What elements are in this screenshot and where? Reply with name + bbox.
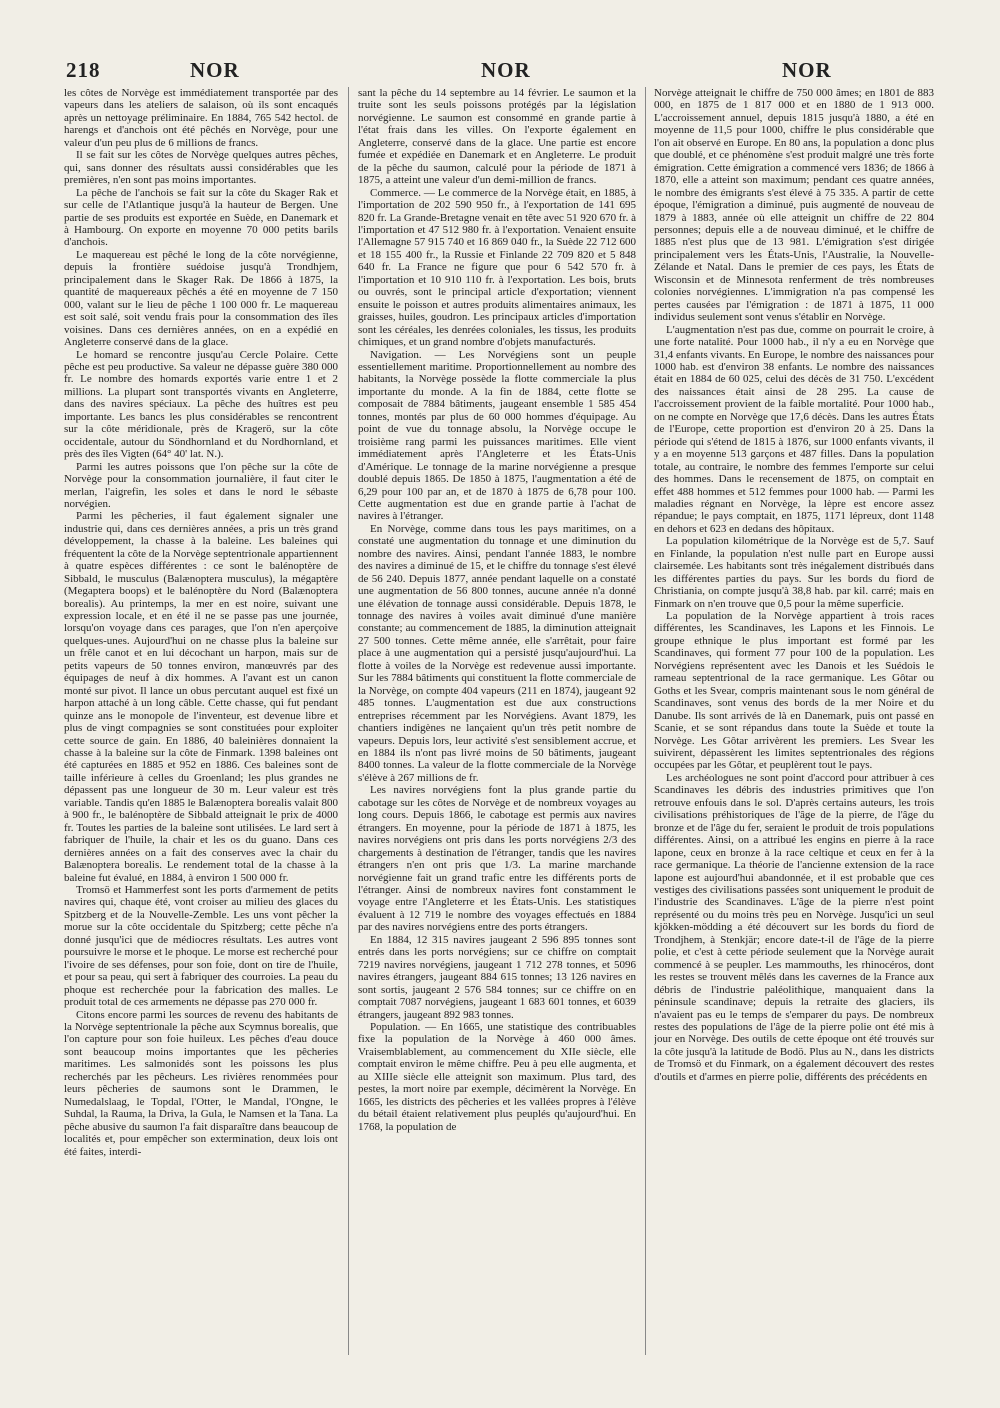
page-number: 218: [66, 58, 101, 82]
paragraph: La population de la Norvège appartient à trois races différentes, les Scandinaves, les Lapons et les Finnois. Le groupe ethnique le plus important est formé par les Scandinaves, qui forment 77 pour 100 de la population. Les Norvégiens représentent avec les Danois et les Suédois le rameau septentrional de la race germanique. Les Gôtar ou Goths et les Svear, compris maintenant sous le nom général de Scandinaves, sont venus des bords de la mer Noire et du Danube. Ils sont arrivés de là en Danemark, puis ont passé en Scanie, et se sont répandus dans toute la Suède et toute la Norvège. Les Gôtar arrivèrent les premiers. Les Svear les suivirent, dépassèrent les limites septentrionales des régions occupées par les Gôtar, et peuplèrent tout le pays.: [654, 610, 934, 772]
paragraph: Parmi les autres poissons que l'on pêche sur la côte de Norvège pour la consommation journalière, il faut citer le merlan, l'aigrefin, les soles et dans le nord le sébaste norvégien.: [64, 460, 338, 510]
paragraph: Les navires norvégiens font la plus grande partie du cabotage sur les côtes de Norvège et de nombreux voyages au long cours. Depuis 1866, le cabotage est permis aux navires étrangers. En moyenne, pour la période de 1871 à 1875, les navires norvégiens ont pris dans les ports norvégiens 2/3 des chargements à destination de l'étranger, tandis que les navires étrangers n'en ont pris que 1/3. La marine marchande norvégienne fait un grand trafic entre les différents ports de l'étranger. Ainsi de nombreux navires font constamment le voyage entre l'Angleterre et les États-Unis. Les statistiques évaluent à 12 719 le nombre des voyages effectués en 1884 par des navires norvégiens entre des ports étrangers.: [358, 784, 636, 934]
paragraph: Parmi les pêcheries, il faut également signaler une industrie qui, dans ces dernières années, a pris un très grand développement, la chasse à la baleine. Les baleines qui fréquentent la côte de la Norvège septentrionale appartiennent à quatre espèces différentes : ce sont le balénoptère de Sibbald, le musculus (Balænoptera musculus), la mégaptère (Megaptera boops) et le balénoptère du Nord (Balænoptera borealis). Au printemps, la mer en est noire, suivant une expression locale, et en été il ne se passe pas une journée, lorsqu'on voyage dans ces parages, que l'on n'en aperçoive quelques-unes. Aujourd'hui on ne chasse plus la baleine sur un frêle canot et en lui décochant un harpon, mais sur de petits vapeurs de 50 tonnes environ, manœuvrés par des équipages de neuf à dix hommes. A l'avant est un canon monté sur pivot. Il lance un obus percutant auquel est fixé un harpon attaché à un long câble. Cette chasse, qui fut pendant quinze ans le monopole de l'inventeur, est devenue libre et plus de vingt compagnies se sont constituées pour exploiter cette source de gain. En 1886, 40 baleinières donnaient la chasse à la baleine sur la côte de Finmark. 1398 baleines ont été capturées en 1885 et 952 en 1886. Ces baleines sont de taille inférieure à celles du Groenland; les plus grandes ne dépassent pas une longueur de 30 m. Leur valeur est très variable. Tandis qu'en 1885 le Balænoptera borealis valait 800 à 900 fr., le balénoptère de Sibbald atteignait le prix de 4000 fr. Toutes les parties de la baleine sont utilisées. Le lard sert à fabriquer de l'huile, la chair et les os du guano. Dans ces dernières années on a fait des conserves avec la chair du Balænoptera borealis. Le rendement total de la chasse à la baleine fut évalué, en 1884, à environ 1 500 000 fr.: [64, 510, 338, 884]
paragraph: Il se fait sur les côtes de Norvège quelques autres pêches, qui, sans donner des résultats aussi considérables que les premières, n'en sont pas moins importantes.: [64, 149, 338, 187]
column-divider: [348, 87, 349, 1355]
paragraph: L'augmentation n'est pas due, comme on pourrait le croire, à une forte natalité. Pour 1000 hab., il n'y a eu en Norvège que 31,4 enfants vivants. En Europe, le nombre des naissances pour 1000 hab. est d'environ 38 enfants. Le nombre des naissances était en 1884 de 60 025, celui des décès de 31 750. L'excédent des naissances était ainsi de 28 295. La cause de l'accroissement provient de la faible mortalité. Pour 1000 hab., on ne compte en Norvège que 17,6 décès. Dans les autres États de l'Europe, cette proportion est d'environ 20 à 25. Dans la période qui s'étend de 1815 à 1876, sur 1000 enfants vivants, il y a en moyenne 513 garçons et 487 filles. Dans la population totale, au contraire, le nombre des femmes l'emporte sur celui des hommes. Dans le recensement de 1875, on comptait en effet 488 hommes et 512 femmes pour 1000 hab. — Parmi les maladies régnant en Norvège, la lèpre est encore assez répandue; le pays comptait, en 1875, 1171 lépreux, dont 1148 en dehors et 623 en dedans des hôpitaux.: [654, 323, 934, 535]
section-navigation: Navigation. — Les Norvégiens sont un peuple essentiellement maritime. Proportionnellement au nombre des habitants, la Norvège possède la flotte commerciale la plus importante du monde. A la fin de 1884, cette flotte se composait de 7884 bâtiments, jaugeant ensemble 1 585 454 tonnes, montés par plus de 60 000 hommes d'équipage. Au point de vue du tonnage absolu, la Norvège occupe le troisième rang parmi les puissances maritimes. Elle vient immédiatement après l'Angleterre et les États-Unis d'Amérique. Le tonnage de la marine norvégienne a presque doublé depuis 1865. De 1850 à 1875, l'augmentation a été de 6,29 pour 100 par an, et de 1870 à 1875 de 6,78 pour 100. Cette augmentation est due en grande partie à l'achat de navires à l'étranger.: [358, 348, 636, 523]
paragraph: En 1884, 12 315 navires jaugeant 2 596 895 tonnes sont entrés dans les ports norvégiens; sur ce chiffre on comptait 7219 navires norvégiens, jaugeant 1 712 278 tonnes, et 5096 navires étrangers, jaugeant 884 615 tonnes; 13 126 navires en sont sortis, jaugeant 2 576 584 tonnes; sur ce chiffre on en comptait 7087 norvégiens, jaugeant 1 683 601 tonnes, et 6039 étrangers, jaugeant 892 983 tonnes.: [358, 933, 636, 1021]
paragraph: Le homard se rencontre jusqu'au Cercle Polaire. Cette pêche est peu productive. Sa valeur ne dépasse guère 380 000 fr. Le nombre des homards exportés varie entre 1 et 2 millions. La plupart sont transportés vivants en Angleterre, dans des navires spéciaux. La pêche des huîtres est peu importante. Les bancs les plus considérables se rencontrent sur la côte méridionale, près de Kragerö, sur la côte occidentale, autour du Söndhornland et du Nordhornland, et près des îles Vigten (64° 40' lat. N.).: [64, 348, 338, 461]
paragraph: La pêche de l'anchois se fait sur la côte du Skager Rak et sur celle de l'Atlantique jusqu'à la hauteur de Bergen. Une partie de ses produits est exportée en Suède, en Danemark et à Hambourg. On exporte en moyenne 70 000 petits barils d'anchois.: [64, 186, 338, 249]
paragraph: Tromsö et Hammerfest sont les ports d'armement de petits navires qui, chaque été, vont croiser au milieu des glaces du Spitzberg et de la Nouvelle-Zemble. Les uns vont pêcher la morue sur la côte occidentale du Spitzberg; cette pêche n'a donné jusqu'ici que de médiocres résultats. Les autres vont poursuivre le morse et le phoque. Le morse est recherché pour l'ivoire de ses défenses, pour son foie, dont on tire de l'huile, et pour sa peau, qui sert à fabriquer des courroies. La peau du phoque est recherchée pour la fabrication des malles. Le produit total de ces armements ne dépasse pas 270 000 fr.: [64, 884, 338, 1009]
column-divider: [645, 87, 646, 1355]
running-head-left: NOR: [190, 58, 240, 82]
paragraph: sant la pêche du 14 septembre au 14 février. Le saumon et la truite sont les seuls poissons protégés par la législation norvégienne. Le saumon est consommé en grande partie à l'état frais dans les villes. On l'exporte également en Angleterre, conservé dans de la glace. Une partie est encore fumée et expédiée en Danemark et en Angleterre. Le produit de la pêche du saumon, calculé pour la période de 1871 à 1875, a atteint une valeur d'un demi-million de francs.: [358, 87, 636, 187]
paragraph: La population kilométrique de la Norvège est de 5,7. Sauf en Finlande, la population n'est nulle part en Europe aussi clairsemée. Les habitants sont très inégalement distribués dans les différentes parties du pays. Sur les bords du fiord de Christiania, on compte jusqu'à 38,8 hab. par kil. carré; mais en Finmark on n'en trouve que 0,5 pour la même superficie.: [654, 535, 934, 610]
paragraph: les côtes de Norvège est immédiatement transportée par des vapeurs dans les ateliers de salaison, où ils sont encaqués après un nettoyage préliminaire. En 1884, 765 542 hectol. de harengs et d'anchois ont été pêchés en Norvège, pour une valeur d'un peu plus de 6 millions de francs.: [64, 87, 338, 149]
paragraph: Les archéologues ne sont point d'accord pour attribuer à ces Scandinaves les débris des industries primitives que l'on retrouve enfouis dans le sol. D'après certains auteurs, les trois civilisations préhistoriques de l'âge de la pierre, de l'âge du bronze et de l'âge du fer, seraient le produit de trois populations différentes. Ainsi, on a attribué les engins en pierre à la race lapone, ceux en bronze à la race celtique et ceux en fer à la race germanique. La théorie de l'ancienne extension de la race lapone est aujourd'hui abandonnée, et il est probable que ces vestiges des civilisations passées sont uniquement le produit de l'industrie des Scandinaves. L'âge de la pierre n'est point représenté ou du moins très peu en Norvège. Jusqu'ici un seul kjökken-mödding a été découvert sur les bords du fiord de Trondjhem, à Stenkjär; encore date-t-il de l'âge de la pierre polie, et c'est à cette période seulement que la Norvège aurait commencé à se peupler. Les mammouths, les rhinocéros, dont les restes se trouvent mêlés dans les cavernes de la France aux débris de l'industrie paléolithique, manquaient dans la péninsule scandinave; depuis la retraite des glaciers, ils n'avaient pas eu le temps de s'emparer du pays. De nombreux restes des populations de l'âge de la pierre polie ont été mis à jour en Norvège. Des outils de cette époque ont été trouvés sur la côte jusqu'à la latitude de Bodö. Plus au N., dans les districts de Tromsö et du Finmark, on a également découvert des restes d'outils et d'armes en pierre polie, différents des précédents en: [654, 771, 934, 1083]
page-header: [0, 58, 1000, 88]
paragraph: Citons encore parmi les sources de revenu des habitants de la Norvège septentrionale la pêche aux Scymnus borealis, que l'on capture pour son foie huileux. Les pêches d'eau douce sont beaucoup moins importantes que les pêcheries maritimes. Les salmonidés sont les poissons les plus recherchés par les pêcheurs. Les rivières renommées pour leurs pêcheries de saumons sont le Drammen, le Numedalslaag, le Topdal, l'Otter, le Mandal, l'Ongne, le Suhdal, la Rauma, la Driva, la Gula, le Namsen et la Tana. La pêche abusive du saumon l'a fait disparaître dans beaucoup de localités et, pour empêcher son extermination, deux lois ont été faites, interdi-: [64, 1008, 338, 1158]
section-commerce: Commerce. — Le commerce de la Norvège était, en 1885, à l'importation de 202 590 950 fr., à l'exportation de 141 695 820 fr. La Grande-Bretagne venait en tête avec 51 920 670 fr. à l'importation et 47 512 980 fr. à l'exportation. Venaient ensuite l'Allemagne 57 915 740 et 16 869 040 fr., la Suède 22 712 600 et 18 155 400 fr., la Russie et Finlande 22 709 820 et 5 848 640 fr. La France ne figure que pour 6 542 570 fr. à l'importation et 10 910 110 fr. à l'exportation. Les bois, bruts ou ouvrés, sont le principal article d'exportation; viennent ensuite le poisson et autres produits alimentaires animaux, les graisses, huiles, goudron. Les principaux articles d'importation sont les céréales, les denrées coloniales, les tissus, les produits chimiques, et un grand nombre d'objets manufacturés.: [358, 186, 636, 349]
running-head-center: NOR: [481, 58, 531, 82]
paragraph: Le maquereau est pêché le long de la côte norvégienne, depuis la frontière suédoise jusqu'à Trondhjem, principalement dans le Skager Rak. De 1866 à 1875, la quantité de maquereaux pêchés a été en moyenne de 7 150 000, valant sur le lieu de pêche 1 100 000 fr. Le maquereau est soit salé, soit vendu frais pour la consommation des îles voisines. Dans ces dernières années, on en a expédié en Angleterre conservé dans de la glace.: [64, 248, 338, 349]
section-population: Population. — En 1665, une statistique des contribuables fixe la population de la Norvège à 460 000 âmes. Vraisemblablement, au commencement du XIIe siècle, elle comptait environ le même chiffre. Peu à peu elle augmenta, et au XIIIe siècle elle atteignit son maximum. Plus tard, des pestes, la mort noire par exemple, décimèrent la Norvège. En 1665, les districts des pêcheries et les vallées propres à l'élève du bétail étaient relativement plus peuplés qu'aujourd'hui. En 1768, la population de: [358, 1020, 636, 1133]
text-column-1: [64, 87, 338, 1355]
paragraph: En Norvège, comme dans tous les pays maritimes, on a constaté une augmentation du tonnage et une diminution du nombre des navires. Ainsi, pendant l'année 1883, le nombre des navires a diminué de 15, et le chiffre du tonnage s'est élevé de 56 240. Depuis 1877, année pendant laquelle on a constaté une augmentation de 56 800 tonnes, aucune année n'a donné une élévation de tonnage aussi considérable. Depuis 1878, le tonnage des navires à voiles avait diminué d'une manière constante; au commencement de 1885, la diminution atteignait 27 500 tonnes. Cette même année, elle s'arrêtait, pour faire place à une augmentation qui a persisté jusqu'aujourd'hui. La flotte à voiles de la Norvège est redevenue aussi importante. Sur les 7884 bâtiments qui constituent la flotte commerciale de la Norvège, on compte 404 vapeurs (211 en 1874), jaugeant 92 485 tonnes. L'augmentation est due aux constructions entreprises récemment par les Norvégiens. Avant 1879, les chantiers indigènes ne lançaient qu'un très petit nombre de vapeurs. Depuis lors, leur activité s'est sensiblement accrue, et en 1884 ils n'ont pas livré moins de 50 bâtiments, jaugeant 8400 tonnes. La valeur de la flotte commerciale de la Norvège s'élève à 267 millions de fr.: [358, 522, 636, 784]
paragraph: Norvège atteignait le chiffre de 750 000 âmes; en 1801 de 883 000, en 1875 de 1 817 000 et en 1880 de 1 913 000. L'accroissement annuel, depuis 1815 jusqu'à 1880, a été en moyenne de 11,5 pour 1000, chiffre le plus considérable que l'on ait observé en Europe. En 80 ans, la population a donc plus que doublé, et ce phénomène s'est produit malgré une très forte émigration. Cette émigration a commencé vers 1836; de 1866 à 1870, elle a atteint son maximum; pendant ces quatre années, le nombre des émigrants s'est élevé à 75 335. A partir de cette époque, l'émigration a diminué, puis augmenté de nouveau de 1879 à 1883, année où elle atteignit un chiffre de 22 804 personnes; depuis elle a de nouveau diminué, et le chiffre de 1885 n'est plus que de 13 981. L'émigration s'est dirigée principalement vers les États-Unis, l'Australie, la Nouvelle-Zélande et Natal. Dans le premier de ces pays, les États de Wisconsin et de Minnesota renferment de très nombreuses colonies norvégiennes. L'immigration n'a pas compensé les pertes causées par l'émigration : de 1871 à 1875, 11 000 individus seulement sont venus s'établir en Norvège.: [654, 87, 934, 324]
running-head-right: NOR: [782, 58, 832, 82]
text-column-3: [654, 87, 934, 1355]
text-column-2: [358, 87, 636, 1355]
